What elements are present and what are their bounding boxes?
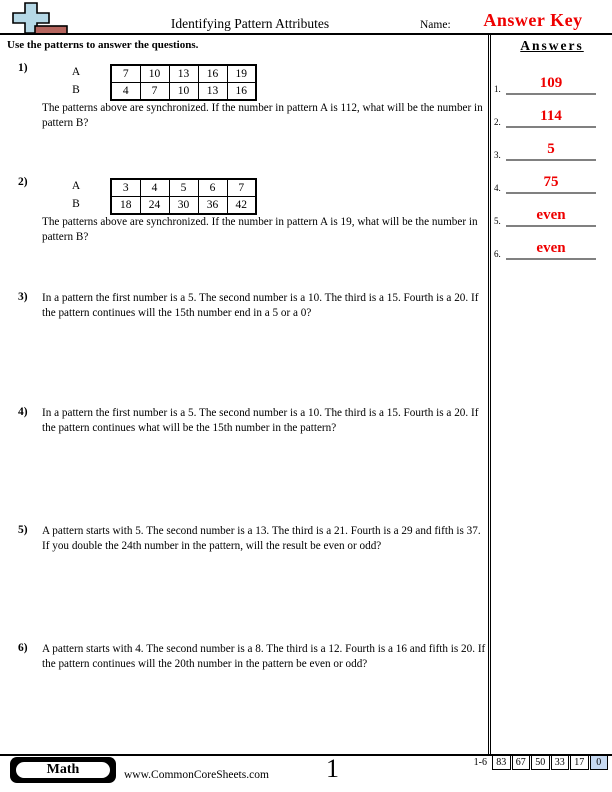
answer-row-6 — [492, 238, 606, 260]
answer-value: even — [536, 240, 566, 256]
answer-number: 3. — [494, 150, 501, 160]
subject-label: Math — [14, 760, 112, 780]
table-row: 7 10 13 16 19 — [111, 65, 256, 83]
answer-line — [506, 126, 596, 128]
answer-number: 5. — [494, 216, 501, 226]
answer-key-text: Answer Key — [483, 10, 583, 30]
question-text: A pattern starts with 4. The second number is a 8. The third is a 12. Fourth is a 16 and fifth is 20. If the pattern continues will the 20th number in the pattern be even or odd? — [42, 643, 486, 670]
question-number: 6) — [18, 642, 28, 654]
website-url: www.CommonCoreSheets.com — [124, 769, 269, 781]
answers-header: Answers — [520, 38, 584, 53]
row-label-b: B — [72, 197, 80, 210]
score-box: 83 — [492, 755, 511, 770]
table-row: 18 24 30 36 42 — [111, 197, 256, 215]
question-number: 3) — [18, 291, 28, 303]
answer-line — [506, 159, 596, 161]
answer-line — [506, 192, 596, 194]
question-text: A pattern starts with 5. The second number is a 13. The third is a 21. Fourth is a 29 and fifth is 37. If you double the 24th number in the pattern, will the result be even or odd? — [42, 525, 481, 552]
answer-number: 4. — [494, 183, 501, 193]
answer-line — [506, 225, 596, 227]
table-row: 4 7 10 13 16 — [111, 83, 256, 101]
question-text: The patterns above are synchronized. If the number in pattern A is 19, what will be the number in pattern B? — [42, 216, 478, 243]
answer-row-4 — [492, 172, 606, 194]
score-box: 17 — [570, 755, 589, 770]
answer-value: 5 — [547, 141, 555, 157]
answer-line — [506, 258, 596, 260]
table-row: 3 4 5 6 7 — [111, 179, 256, 197]
row-label-b: B — [72, 83, 80, 96]
score-box-zero: 0 — [590, 755, 609, 770]
answer-row-3 — [492, 139, 606, 161]
subject-badge — [10, 757, 116, 783]
instruction-text: Use the patterns to answer the questions. — [7, 39, 199, 51]
pattern-row-labels — [64, 64, 88, 99]
score-box: 67 — [512, 755, 531, 770]
answer-value: 109 — [539, 75, 563, 91]
row-label-a: A — [71, 66, 81, 78]
question-number: 4) — [18, 406, 28, 418]
answer-value: 114 — [540, 108, 562, 124]
question-text: The patterns above are synchronized. If the number in pattern A is 112, what will be the number in pattern B? — [42, 102, 483, 129]
math-plus-logo — [8, 2, 72, 36]
answer-value: 75 — [543, 174, 559, 190]
answer-row-5 — [492, 205, 606, 227]
page-number: 1 — [326, 754, 339, 783]
answer-number: 6. — [494, 249, 501, 259]
answer-row-1 — [492, 73, 606, 95]
answer-line — [506, 93, 596, 95]
answer-number: 1. — [494, 84, 501, 94]
pattern-table-2 — [110, 178, 257, 215]
score-grid — [492, 755, 608, 770]
question-number: 1) — [18, 62, 28, 74]
answer-value: even — [536, 207, 566, 223]
answer-number: 2. — [494, 117, 501, 127]
page-title: Identifying Pattern Attributes — [170, 16, 330, 31]
question-range-label: 1-6 — [473, 757, 487, 768]
row-label-a: A — [71, 180, 81, 192]
question-text: In a pattern the first number is a 5. The second number is a 10. The third is a 15. Fourth is a 20. If the pattern continues will the 15th number end in a 5 or a 0? — [42, 292, 479, 319]
question-number: 2) — [18, 176, 28, 188]
score-box: 50 — [531, 755, 550, 770]
answer-row-2 — [492, 106, 606, 128]
score-box: 33 — [551, 755, 570, 770]
pattern-table-1 — [110, 64, 257, 101]
question-text: In a pattern the first number is a 5. The second number is a 10. The third is a 15. Fourth is a 20. If the pattern continues what will be the 15th number in the pattern? — [42, 407, 479, 434]
header-rule — [0, 33, 612, 35]
name-label: Name: — [420, 19, 451, 31]
question-number: 5) — [18, 524, 28, 536]
pattern-row-labels — [64, 178, 88, 213]
